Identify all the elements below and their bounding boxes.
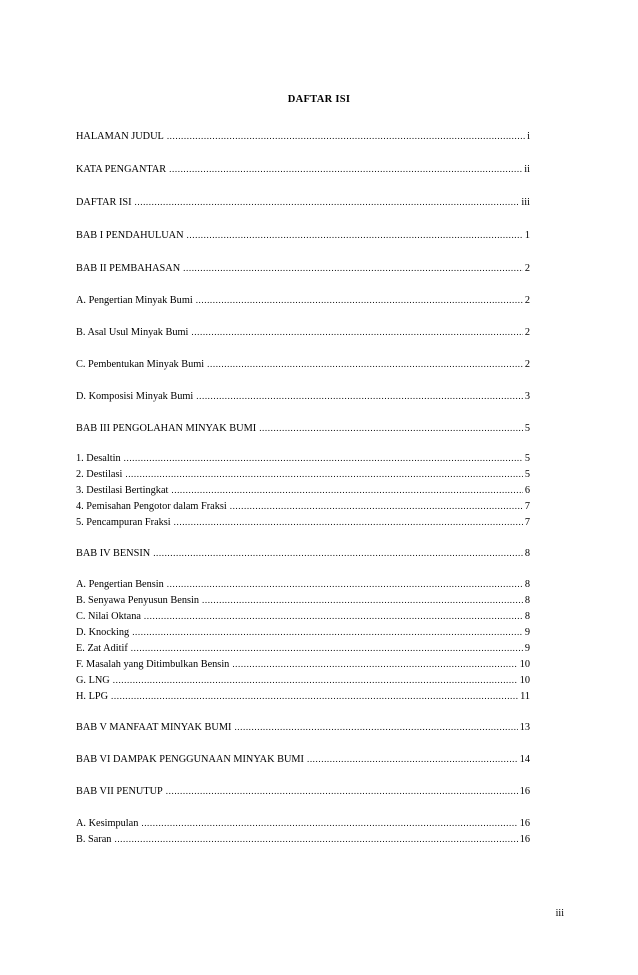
toc-entry-page: 2 [524,263,530,274]
toc-entry-label: D. Knocking [76,627,130,638]
toc-entry-page: 8 [524,548,530,559]
toc-leader-dots [234,721,517,733]
toc-entry-label: 4. Pemisahan Pengotor dalam Fraksi [76,501,227,512]
toc-entry-label: 2. Destilasi [76,469,123,480]
toc-entry-page: 9 [524,627,530,638]
page-title: DAFTAR ISI [287,94,351,105]
toc-entry-label: C. Nilai Oktana [76,611,141,622]
toc-entry-page: 10 [519,659,530,670]
toc-entry [76,500,530,513]
toc-entry [76,130,530,143]
toc-entry [76,326,530,339]
toc-entry-page: 6 [524,485,530,496]
toc-entry-page: i [527,131,530,142]
toc-entry-page: 5 [524,423,530,434]
toc-leader-dots [167,578,523,590]
toc-leader-dots [202,594,523,606]
toc-entry [76,833,530,846]
toc-entry-label: D. Komposisi Minyak Bumi [76,391,194,402]
toc-leader-dots [141,817,517,829]
footer-page-number: iii [555,908,564,919]
toc-entry-page: 16 [519,818,530,829]
toc-entry-page: 5 [524,453,530,464]
toc-entry [76,196,530,209]
toc-entry-page: ii [524,164,530,175]
toc-leader-dots [232,658,517,670]
toc-entry-label: B. Senyawa Penyusun Bensin [76,595,199,606]
toc-leader-dots [125,468,523,480]
toc-entry [76,642,530,655]
toc-entry-page: 16 [519,786,530,797]
toc-entry-label: 1. Desaltin [76,453,121,464]
toc-entry-label: B. Saran [76,834,112,845]
toc-entry [76,547,530,560]
toc-leader-dots [230,500,523,512]
toc-entry-label: BAB VI DAMPAK PENGGUNAAN MINYAK BUMI [76,754,304,765]
toc-entry-page: 2 [524,327,530,338]
toc-leader-dots [166,785,518,797]
toc-entry [76,452,530,465]
toc-leader-dots [124,452,523,464]
toc-entry-page: 2 [524,295,530,306]
toc-entry-label: H. LPG [76,691,109,702]
toc-entry-page: 11 [520,691,530,702]
toc-entry-label: 5. Pencampuran Fraksi [76,517,171,528]
toc-entry-label: BAB I PENDAHULUAN [76,230,184,241]
toc-entry [76,516,530,529]
toc-entry-page: 8 [524,595,530,606]
toc-leader-dots [187,229,523,241]
toc-entry [76,229,530,242]
toc-entry-label: C. Pembentukan Minyak Bumi [76,359,205,370]
toc-leader-dots [114,833,517,845]
toc-entry-page: 8 [524,611,530,622]
toc-entry [76,610,530,623]
toc-entry-page: 8 [524,579,530,590]
toc-entry [76,674,530,687]
toc-entry-page: 2 [524,359,530,370]
toc-leader-dots [307,753,518,765]
toc-entry [76,422,530,435]
toc-leader-dots [132,626,523,638]
toc-entry-page: 16 [519,834,530,845]
toc-entry [76,294,530,307]
toc-entry [76,753,530,766]
toc-entry-page: 1 [524,230,530,241]
toc-entry-page: 7 [524,517,530,528]
toc-leader-dots [191,326,522,338]
toc-entry-label: KATA PENGANTAR [76,164,167,175]
toc-entry [76,262,530,275]
toc-entry-page: 7 [524,501,530,512]
toc-entry [76,358,530,371]
toc-entry [76,578,530,591]
toc-leader-dots [111,690,518,702]
toc-leader-dots [167,130,525,142]
toc-entry-label: F. Masalah yang Ditimbulkan Bensin [76,659,230,670]
toc-entry-label: E. Zat Aditif [76,643,128,654]
toc-leader-dots [169,163,522,175]
toc-entry [76,390,530,403]
toc-leader-dots [171,484,522,496]
toc-entry-label: A. Pengertian Minyak Bumi [76,295,193,306]
toc-leader-dots [196,294,523,306]
toc-leader-dots [183,262,523,274]
toc-entry-label: B. Asal Usul Minyak Bumi [76,327,189,338]
toc-entry [76,484,530,497]
toc-leader-dots [207,358,523,370]
toc-entry-page: iii [521,197,530,208]
toc-entry [76,594,530,607]
toc-leader-dots [259,422,523,434]
toc-leader-dots [131,642,523,654]
toc-entry [76,785,530,798]
toc-entry [76,468,530,481]
toc-leader-dots [113,674,518,686]
toc-leader-dots [144,610,523,622]
toc-entry [76,658,530,671]
toc-entry [76,690,530,703]
toc-entry-page: 5 [524,469,530,480]
toc-entry-page: 10 [519,675,530,686]
toc-entry-label: HALAMAN JUDUL [76,131,164,142]
toc-entry-label: DAFTAR ISI [76,197,132,208]
toc-entry-page: 9 [524,643,530,654]
toc-entry [76,626,530,639]
toc-entry-label: 3. Destilasi Bertingkat [76,485,169,496]
toc-entry-label: G. LNG [76,675,110,686]
toc-entry-label: BAB III PENGOLAHAN MINYAK BUMI [76,423,257,434]
toc-leader-dots [196,390,523,402]
toc-leader-dots [135,196,520,208]
toc-entry-page: 13 [519,722,530,733]
toc-entry-label: BAB VII PENUTUP [76,786,163,797]
toc-entry-page: 14 [519,754,530,765]
toc-entry-label: BAB IV BENSIN [76,548,151,559]
toc-entry [76,817,530,830]
toc-entry-label: BAB V MANFAAT MINYAK BUMI [76,722,232,733]
toc-entry [76,163,530,176]
toc-leader-dots [174,516,523,528]
toc-entry [76,721,530,734]
toc-entry-label: BAB II PEMBAHASAN [76,263,181,274]
toc-entry-label: A. Kesimpulan [76,818,139,829]
toc-entry-page: 3 [524,391,530,402]
toc-entry-label: A. Pengertian Bensin [76,579,164,590]
toc-leader-dots [153,547,523,559]
